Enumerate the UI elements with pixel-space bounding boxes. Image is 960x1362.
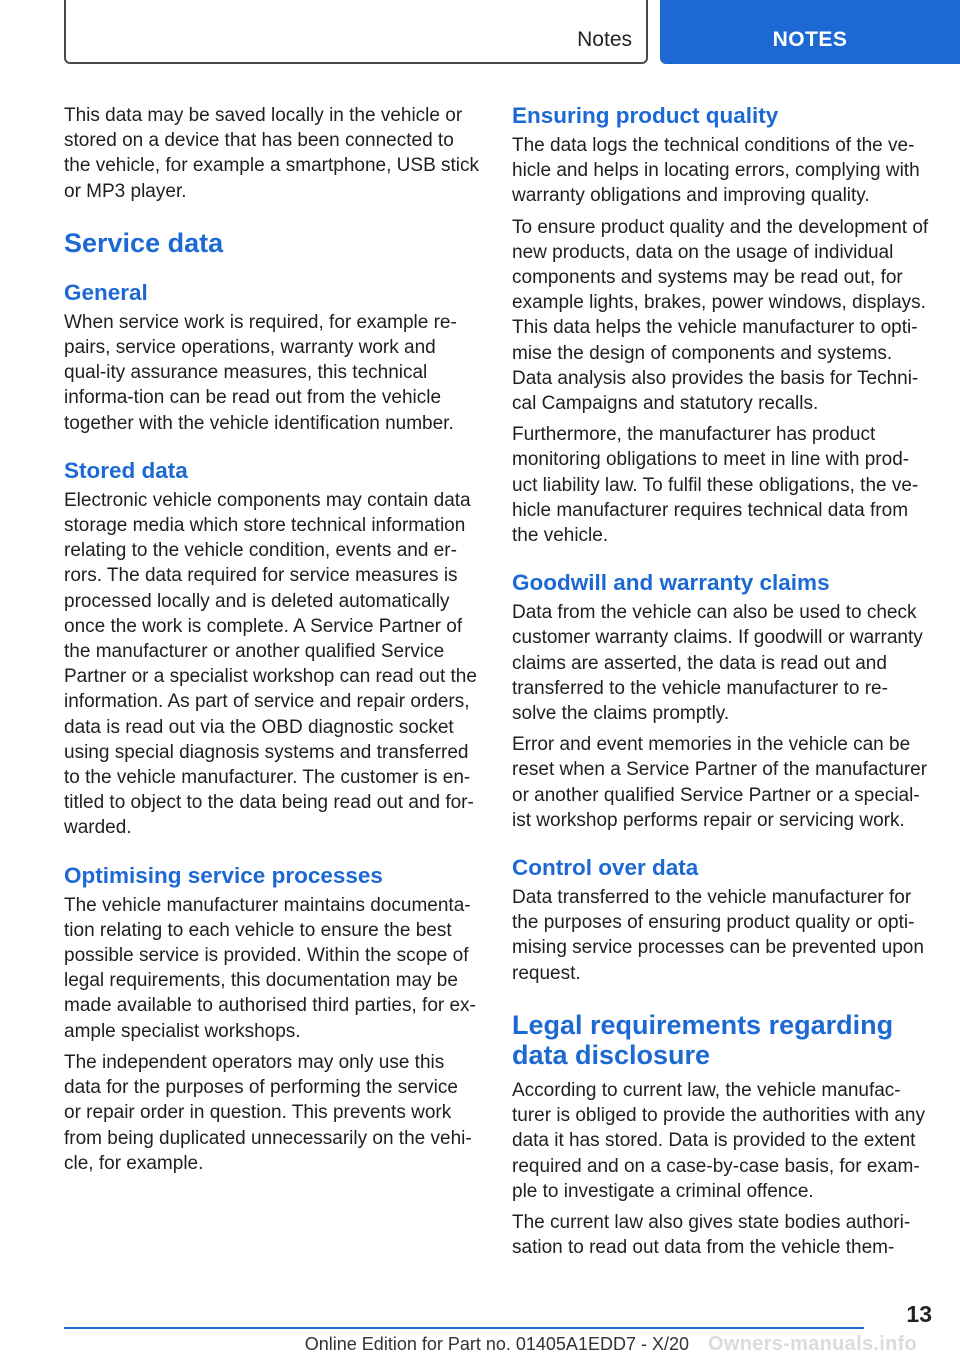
watermark: Owners-manuals.info: [708, 1333, 918, 1355]
edition-footer: Online Edition for Part no. 01405A1EDD7 - X/20: [304, 1334, 689, 1354]
optimising-paragraph-2: The independent operators may only use this data for the purposes of performing the service or repair order in question. This prevents work from being duplicated unnecessarily on the vehi-cle, for example.: [64, 1051, 472, 1174]
footer-divider: [64, 1327, 864, 1329]
legal-heading: Legal requirements regarding data disclosure: [512, 1009, 894, 1070]
stored-data-heading: Stored data: [64, 457, 188, 483]
section-label: Notes: [577, 28, 632, 51]
optimising-heading: Optimising service processes: [64, 862, 383, 888]
quality-paragraph-1: The data logs the technical conditions of the ve-hicle and helps in locating errors, complying with warranty obligations and improving quality.: [512, 135, 920, 207]
quality-heading: Ensuring product quality: [512, 103, 779, 128]
quality-paragraph-3: Furthermore, the manufacturer has product monitoring obligations to meet in line with prod-uct liability law. To fulfil these obligations, the ve-hicle manufacturer requires technical data from the vehicle.: [512, 424, 919, 547]
goodwill-paragraph-2: Error and event memories in the vehicle can be reset when a Service Partner of the manufacturer or another qualified Service Partner or a special-ist workshop performs repair or servicing work.: [512, 734, 928, 831]
control-paragraph: Data transferred to the vehicle manufacturer for the purposes of ensuring product quality or opti-mising service processes can be prevented upon request.: [512, 887, 924, 984]
page-number: 13: [906, 1301, 932, 1327]
right-column: [512, 103, 932, 1266]
optimising-paragraph-1: The vehicle manufacturer maintains documenta-tion relating to each vehicle to ensure the best possible service is provided. Within the scope of legal requirements, this documentation may be made available to authorised third parties, for ex-ample specialist workshops.: [64, 894, 476, 1042]
general-paragraph: When service work is required, for example re-pairs, service operations, warranty work and qual-ity assurance measures, this technical informa-tion can be read out from the vehicle together with the vehicle identification number.: [64, 311, 457, 434]
legal-paragraph-1: According to current law, the vehicle manufac-turer is obliged to provide the authorities with any data it has stored. Data is provided to the extent required and on a case-by-case basis, for exam-ple to investigate a criminal offence.: [512, 1079, 925, 1202]
header-section-tab: [64, 0, 648, 64]
goodwill-heading: Goodwill and warranty claims: [512, 570, 830, 596]
header-chapter-tab: [660, 0, 960, 64]
intro-paragraph: This data may be saved locally in the vehicle or stored on a device that has been connected to the vehicle, for example a smartphone, USB stick or MP3 player.: [64, 105, 480, 202]
goodwill-paragraph-1: Data from the vehicle can also be used to check customer warranty claims. If goodwill or warranty claims are asserted, the data is read out and transferred to the vehicle manufacturer to re-solve the claims promptly.: [512, 602, 923, 725]
left-column: [64, 103, 480, 1182]
stored-data-paragraph: Electronic vehicle components may contain data storage media which store technical information relating to the vehicle condition, events and er-rors. The data required for service measures is processed locally and is deleted automatically once the work is complete. A Service Partner of the manufacturer or another qualified Service Partner or a specialist workshop can read out the information. As part of service and repair orders, data is read out via the OBD diagnostic socket using special diagnosis systems and transferred to the vehicle manufacturer. The customer is en-titled to object to the data being read out and for-warded.: [64, 489, 477, 839]
general-heading: General: [64, 279, 148, 305]
chapter-label: NOTES: [772, 28, 848, 51]
service-data-heading: Service data: [64, 227, 224, 258]
legal-paragraph-2: The current law also gives state bodies authori-sation to read out data from the vehicle them-: [512, 1211, 911, 1259]
control-heading: Control over data: [512, 855, 699, 881]
quality-paragraph-2: To ensure product quality and the development of new products, data on the usage of individual components and systems may be read out, for example lights, brakes, power windows, displays. This data helps the vehicle manufacturer to opti-mise the design of components and systems. Data analysis also provides the basis for Techni-cal Campaigns and statutory recalls.: [512, 216, 929, 415]
